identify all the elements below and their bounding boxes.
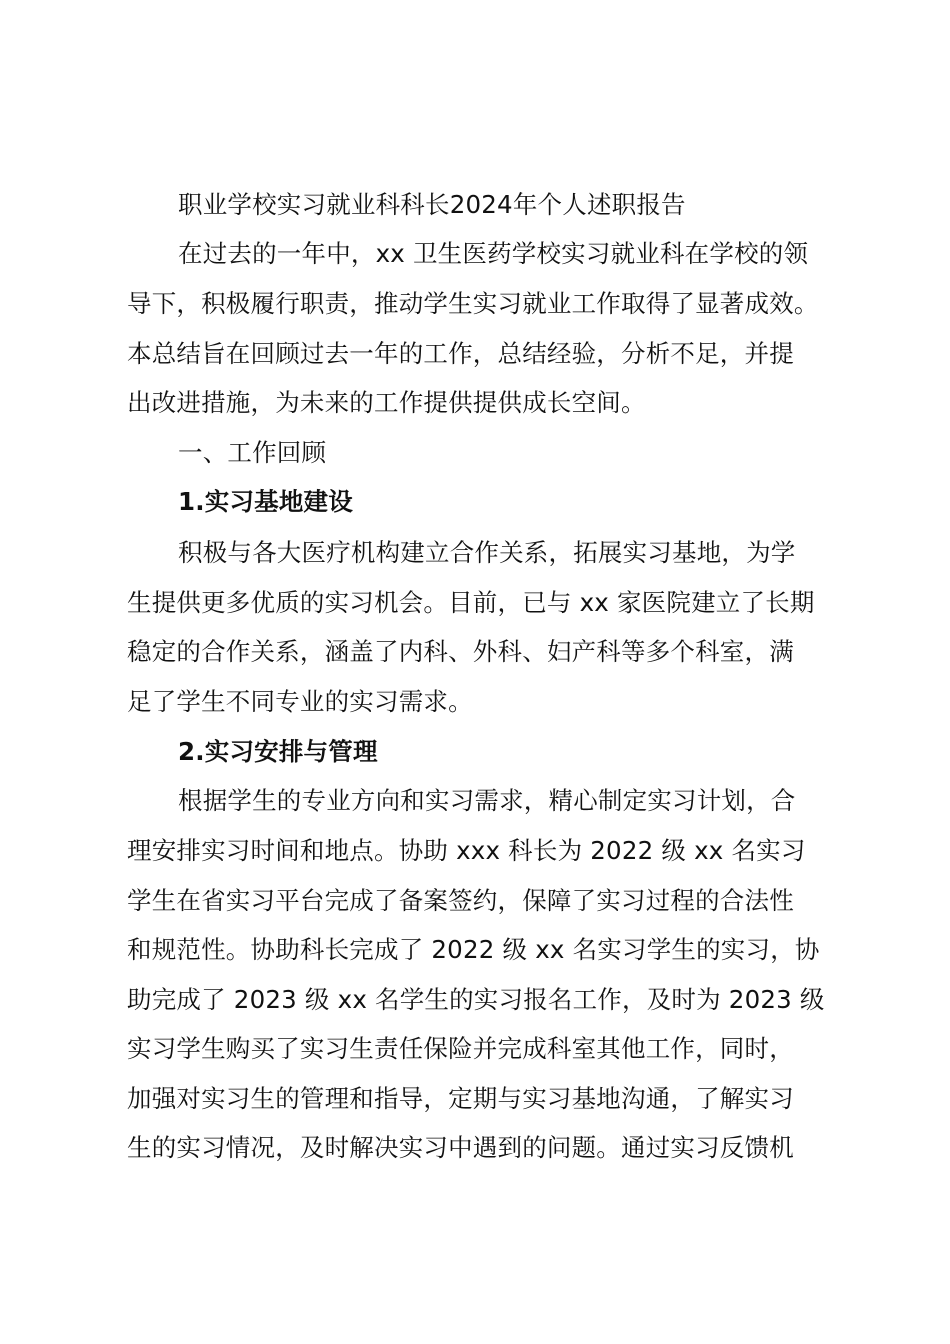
subsection-heading-2: 2.实习安排与管理	[178, 737, 378, 766]
paragraph-line: 加强对实习生的管理和指导，定期与实习基地沟通，了解实习	[127, 1084, 794, 1113]
paragraph-line: 学生在省实习平台完成了备案签约，保障了实习过程的合法性	[127, 886, 794, 915]
intro-line: 本总结旨在回顾过去一年的工作，总结经验，分析不足，并提	[127, 339, 794, 368]
paragraph-line: 稳定的合作关系，涵盖了内科、外科、妇产科等多个科室，满	[127, 637, 794, 666]
paragraph-line: 实习学生购买了实习生责任保险并完成科室其他工作，同时，	[127, 1034, 794, 1063]
document-title: 职业学校实习就业科科长2024年个人述职报告	[178, 190, 686, 219]
subsection-heading-1: 1.实习基地建设	[178, 487, 353, 516]
paragraph-line: 足了学生不同专业的实习需求。	[127, 687, 473, 716]
section-heading: 一、工作回顾	[178, 438, 327, 467]
intro-line: 出改进措施，为未来的工作提供提供成长空间。	[127, 388, 646, 417]
paragraph-line: 助完成了 2023 级 xx 名学生的实习报名工作，及时为 2023 级	[127, 985, 825, 1014]
paragraph-line: 根据学生的专业方向和实习需求，精心制定实习计划，合	[178, 786, 796, 815]
paragraph-line: 积极与各大医疗机构建立合作关系，拓展实习基地，为学	[178, 538, 796, 567]
intro-line: 导下，积极履行职责，推动学生实习就业工作取得了显著成效。	[127, 289, 819, 318]
paragraph-line: 和规范性。协助科长完成了 2022 级 xx 名实习学生的实习，协	[127, 935, 820, 964]
intro-line: 在过去的一年中，xx 卫生医药学校实习就业科在学校的领	[178, 239, 809, 268]
paragraph-line: 生的实习情况，及时解决实习中遇到的问题。通过实习反馈机	[127, 1133, 794, 1162]
paragraph-line: 理安排实习时间和地点。协助 xxx 科长为 2022 级 xx 名实习	[127, 836, 806, 865]
paragraph-line: 生提供更多优质的实习机会。目前，已与 xx 家医院建立了长期	[127, 588, 815, 617]
